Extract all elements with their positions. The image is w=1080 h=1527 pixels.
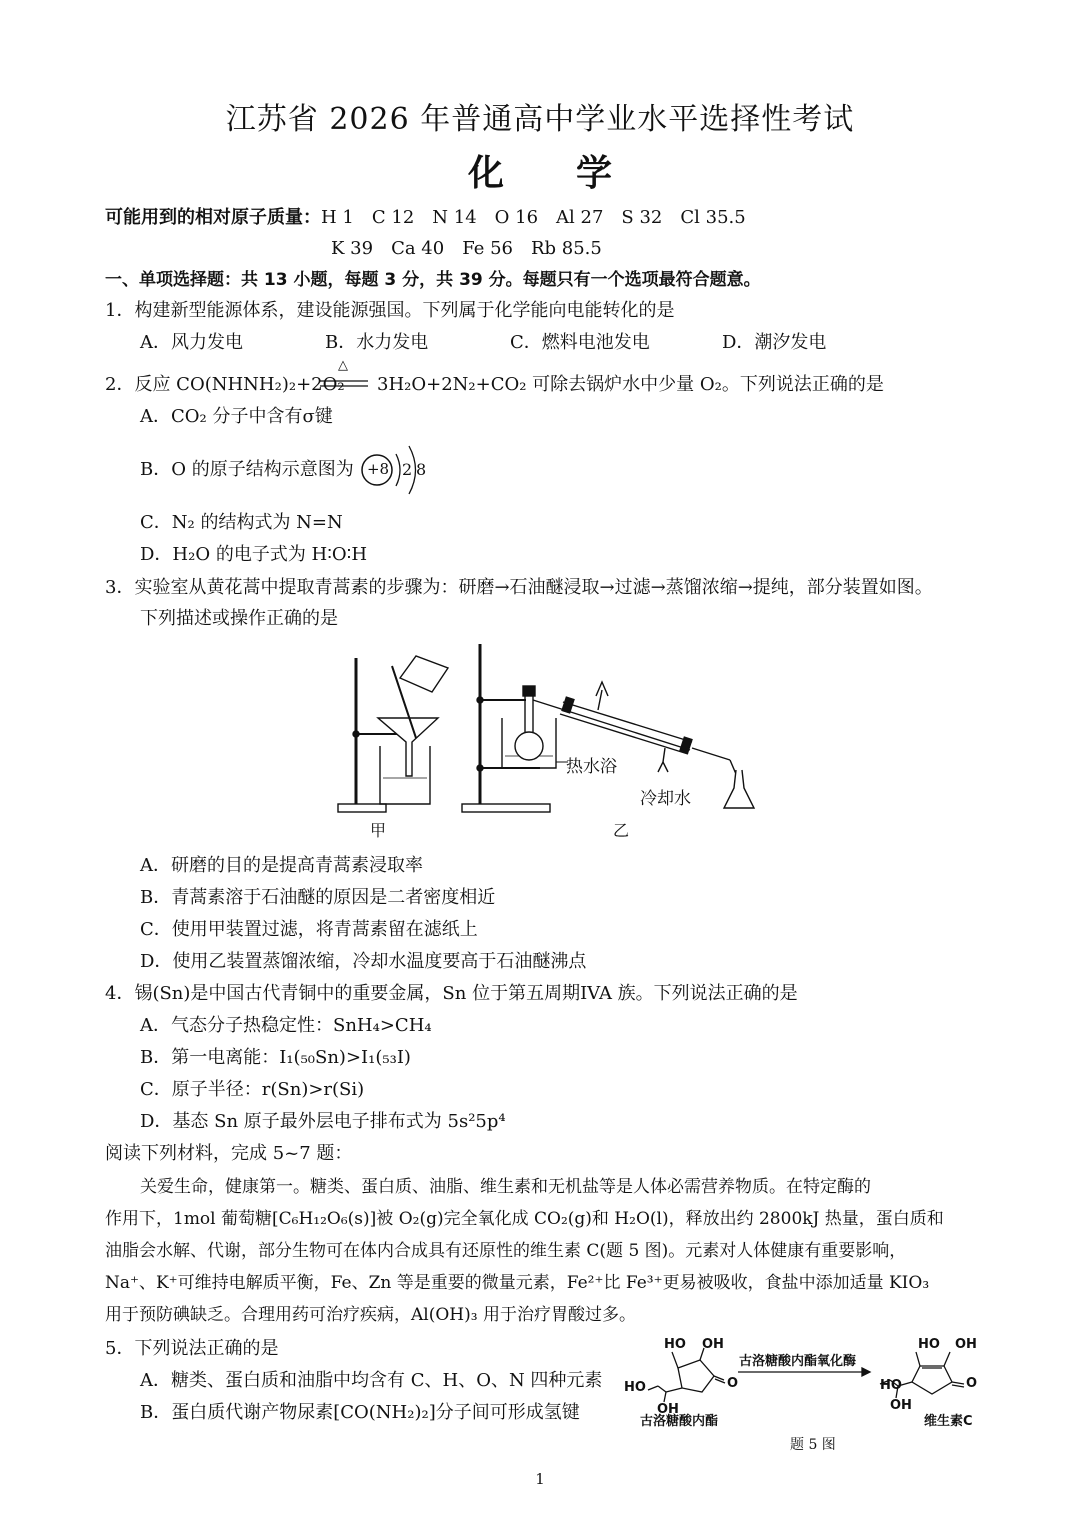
q2-option-b: B．O 的原子结构示意图为: [140, 459, 354, 480]
q2-option-c: C．N₂ 的结构式为 N=N: [140, 512, 343, 533]
apparatus-figure: [330, 638, 770, 816]
q2-stem-pre: 2．反应 CO(NHNH₂)₂+2O₂: [105, 374, 345, 395]
q2-option-d: D．H₂O 的电子式为 H∶O∶H: [140, 544, 368, 565]
q4-option-c: C．原子半径：r(Sn)>r(Si): [140, 1079, 365, 1100]
reading-paragraph-line1: 关爱生命，健康第一。糖类、蛋白质、油脂、维生素和无机盐等是人体必需营养物质。在特定酶的: [140, 1177, 871, 1197]
q3-option-c: C．使用甲装置过滤，将青蒿素留在滤纸上: [140, 919, 478, 940]
right-HO-top: HO: [918, 1337, 940, 1352]
atomic-mass-values-2: K 39 Ca 40 Fe 56 Rb 85.5: [331, 238, 602, 259]
q1-option-a: A．风力发电: [140, 332, 243, 353]
left-HO-side: HO: [624, 1380, 646, 1395]
q3-option-b: B．青蒿素溶于石油醚的原因是二者密度相近: [140, 887, 496, 908]
label-jia: 甲: [370, 821, 387, 840]
beaker-jia: [380, 746, 430, 804]
exam-title: 江苏省 2026 年普通高中学业水平选择性考试: [225, 102, 855, 137]
q3-option-d: D．使用乙装置蒸馏浓缩，冷却水温度要高于石油醚沸点: [140, 951, 587, 972]
q2-stem-post: 3H₂O+2N₂+CO₂ 可除去锅炉水中少量 O₂。下列说法正确的是: [377, 374, 884, 395]
q1-option-d: D．潮汐发电: [722, 332, 827, 353]
reading-paragraph-line5: 用于预防碘缺乏。合理用药可治疗疾病，Al(OH)₃ 用于治疗胃酸过多。: [105, 1305, 636, 1325]
q5-stem: 5．下列说法正确的是: [105, 1338, 279, 1359]
q1-option-c: C．燃料电池发电: [510, 332, 650, 353]
receiving-flask: [724, 770, 754, 808]
round-flask: [515, 732, 543, 760]
q1-option-b: B．水力发电: [325, 332, 429, 353]
right-ring: [912, 1366, 952, 1394]
q3-option-a: A．研磨的目的是提高青蒿素浸取率: [140, 855, 423, 876]
atomic-mass-values-1: H 1 C 12 N 14 O 16 Al 27 S 32 Cl 35.5: [321, 207, 746, 228]
shell2-count: 8: [416, 460, 427, 479]
right-HO-side: HO: [880, 1378, 902, 1393]
label-yi: 乙: [613, 821, 630, 840]
q1-stem: 1．构建新型能源体系，建设能源强国。下列属于化学能向电能转化的是: [105, 300, 675, 321]
right-OH-bottom: OH: [890, 1398, 912, 1413]
stand-base-jia: [338, 804, 386, 812]
section-heading: 一、单项选择题：共 13 小题，每题 3 分，共 39 分。每题只有一个选项最符合题意。: [105, 270, 761, 290]
atomic-mass-line1: [105, 206, 746, 230]
left-HO-top: HO: [664, 1337, 686, 1352]
right-molecule-name: 维生素C: [924, 1414, 973, 1429]
nucleus-charge: +8: [366, 460, 390, 478]
atomic-mass-label: 可能用到的相对原子质量：: [105, 207, 321, 228]
q5-option-a: A．糖类、蛋白质和油脂中均含有 C、H、O、N 四种元素: [140, 1370, 603, 1391]
q4-option-d: D．基态 Sn 原子最外层电子排布式为 5s²5p⁴: [140, 1111, 506, 1132]
shell1-count: 2: [402, 460, 413, 479]
page-number: 1: [535, 1470, 545, 1488]
figure-caption: 题 5 图: [790, 1437, 836, 1453]
reading-paragraph-line3: 油脂会水解、代谢，部分生物可在体内合成具有还原性的维生素 C(题 5 图)。元素对人体健康有重要影响，: [105, 1241, 907, 1261]
filter-funnel: [378, 718, 438, 776]
q4-option-b: B．第一电离能：I₁(₅₀Sn)>I₁(₅₃I): [140, 1047, 411, 1068]
q4-stem: 4．锡(Sn)是中国古代青铜中的重要金属，Sn 位于第五周期IVA 族。下列说法正确的是: [105, 983, 798, 1004]
reading-paragraph-line4: Na⁺、K⁺可维持电解质平衡，Fe、Zn 等是重要的微量元素，Fe²⁺比 Fe³⁺更易被吸收，食盐中添加适量 KIO₃: [105, 1273, 930, 1293]
q4-option-a: A．气态分子热稳定性：SnH₄>CH₄: [140, 1015, 432, 1036]
right-OH-top: OH: [955, 1337, 977, 1352]
q2-option-a: A．CO₂ 分子中含有σ键: [140, 406, 333, 427]
heat-symbol: △: [338, 358, 348, 373]
q5-option-b: B．蛋白质代谢产物尿素[CO(NH₂)₂]分子间可形成氢键: [140, 1402, 580, 1423]
reading-paragraph-line2: 作用下，1mol 葡萄糖[C₆H₁₂O₆(s)]被 O₂(g)完全氧化成 CO₂(g)和 H₂O(l)，释放出约 2800kJ 热量，蛋白质和: [105, 1209, 944, 1229]
q3-stem-line1: 3．实验室从黄花蒿中提取青蒿素的步骤为：研磨→石油醚浸取→过滤→蒸馏浓缩→提纯，部分装置如图。: [105, 577, 933, 598]
subject-title: 化 学: [467, 153, 612, 194]
reading-intro: 阅读下列材料，完成 5~7 题：: [105, 1143, 353, 1164]
shell-arc-1: [396, 454, 400, 486]
label-hot-water-bath: 热水浴: [566, 757, 617, 777]
q3-stem-line2: 下列描述或操作正确的是: [140, 608, 338, 629]
left-OH-top: OH: [702, 1337, 724, 1352]
label-cooling-water: 冷却水: [640, 789, 691, 809]
pouring-beaker: [400, 656, 448, 692]
right-carbonyl-O: O: [966, 1376, 978, 1391]
enzyme-label: 古洛糖酸内酯氧化酶: [739, 1354, 857, 1369]
stand-base-yi: [462, 804, 550, 812]
left-ring: [678, 1360, 714, 1392]
left-carbonyl-O: O: [727, 1376, 739, 1391]
left-OH-bottom: OH: [657, 1402, 679, 1417]
equals-arrow: [318, 378, 370, 390]
left-molecule-name: 古洛糖酸内酯: [640, 1414, 719, 1429]
